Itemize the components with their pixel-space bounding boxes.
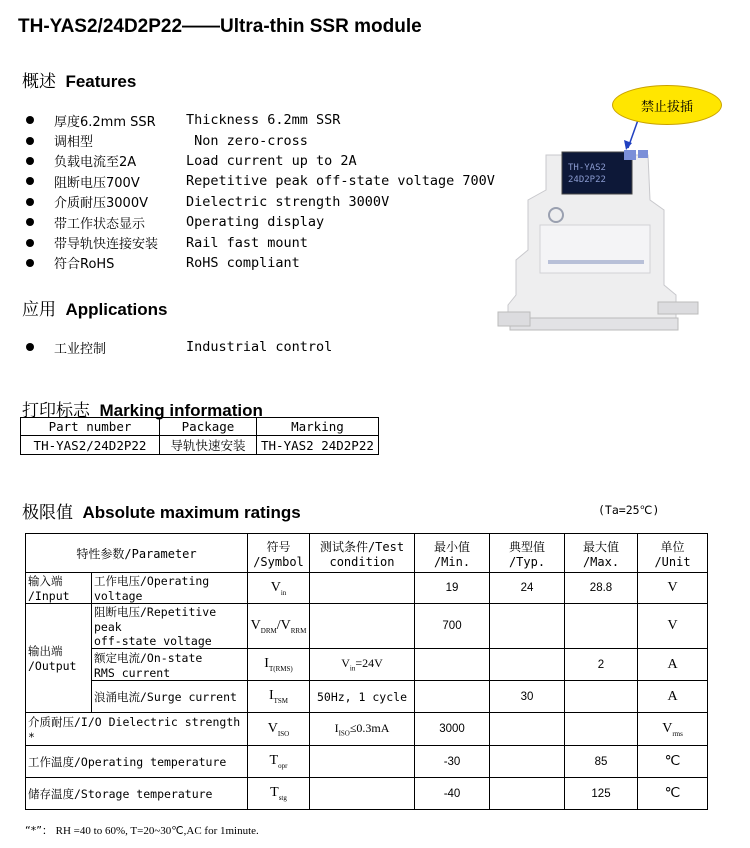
symbol: I — [264, 656, 269, 672]
min-cell: -40 — [415, 778, 490, 810]
symbol-cell — [248, 573, 310, 604]
symbol: T — [270, 785, 279, 801]
table-header-row — [21, 418, 379, 436]
callout-text: 禁止拔插 — [640, 99, 693, 115]
unit-cell: ℃ — [638, 746, 708, 778]
header-test-cn: 测试条件/Test — [319, 539, 405, 554]
feature-cn: 厚度6.2mm SSR — [54, 114, 156, 130]
feature-cn: 带导轨快连接安装 — [54, 237, 159, 253]
min-cell: -30 — [415, 746, 490, 778]
bullet-icon — [26, 218, 34, 226]
unit: V — [662, 720, 673, 736]
bullet-icon — [26, 198, 34, 206]
min-cell: 19 — [415, 573, 490, 604]
test-value: =24V — [355, 656, 383, 671]
header-unit-cn: 单位 — [660, 539, 685, 554]
ratings-heading — [22, 498, 301, 523]
symbol-cell — [248, 649, 310, 681]
header-test-en: condition — [329, 554, 395, 569]
min-cell — [415, 649, 490, 681]
table-header-row — [26, 534, 708, 573]
table-header: Package — [160, 418, 257, 436]
test-sub: ISO — [338, 729, 350, 738]
table-row — [26, 573, 708, 604]
param-cell: 浪涌电流/Surge current — [92, 681, 248, 713]
header-unit-en: /Unit — [654, 554, 691, 569]
no-hot-plug-callout — [612, 85, 722, 125]
test-value: ≤0.3mA — [349, 720, 390, 735]
header-parameter: 特性参数/Parameter — [26, 534, 248, 573]
product-label-line2: 24D2P22 — [568, 175, 606, 185]
min-cell — [415, 681, 490, 713]
ratings-condition: (Ta=25℃) — [598, 503, 660, 517]
feature-cn: 带工作状态显示 — [54, 216, 146, 232]
product-label — [568, 162, 628, 186]
test-sub: in — [349, 664, 356, 673]
symbol-sub: T(RMS) — [268, 664, 293, 673]
applications-list — [22, 337, 332, 357]
param-cell: 工作温度/Operating temperature — [26, 746, 248, 778]
header-unit — [638, 534, 708, 573]
header-typ-en: /Typ. — [508, 554, 546, 569]
symbol-sub: opr — [278, 761, 288, 770]
footnote — [25, 822, 259, 838]
feature-en: Operating display — [186, 214, 325, 231]
table-row — [26, 604, 708, 649]
param-cell: 介质耐压/I/O Dielectric strength * — [26, 713, 248, 746]
test-cell — [310, 573, 415, 604]
marking-heading-cn: 打印标志 — [22, 401, 90, 421]
param-cell: 储存温度/Storage temperature — [26, 778, 248, 810]
table-row — [26, 681, 708, 713]
max-cell: 28.8 — [565, 573, 638, 604]
param-cell — [92, 649, 248, 681]
feature-en: Repetitive peak off-state voltage 700V — [186, 173, 495, 190]
symbol-sub: ISO — [277, 729, 290, 738]
bullet-icon — [26, 137, 34, 145]
unit-cell — [638, 713, 708, 746]
table-row — [26, 746, 708, 778]
header-min-en: /Min. — [433, 554, 471, 569]
features-heading — [22, 67, 136, 92]
page-title: TH-YAS2/24D2P22——Ultra-thin SSR module — [18, 16, 422, 37]
min-cell: 3000 — [415, 713, 490, 746]
feature-en: RoHS compliant — [186, 254, 300, 271]
unit-cell: A — [638, 649, 708, 681]
group-output-en: /Output — [28, 659, 77, 673]
group-input-cn: 输入端 — [28, 574, 63, 588]
symbol: I — [268, 688, 274, 704]
table-row — [26, 778, 708, 810]
symbol-cell — [248, 604, 310, 649]
feature-en: Thickness 6.2mm SSR — [186, 112, 341, 129]
group-output-cn: 输出端 — [28, 644, 63, 658]
bullet-icon — [26, 177, 34, 185]
symbol-cell — [248, 681, 310, 713]
typ-cell — [490, 649, 565, 681]
feature-cn: 调相型 — [54, 135, 94, 151]
header-typ-cn: 典型值 — [508, 539, 545, 554]
application-en: Industrial control — [186, 339, 333, 356]
unit-cell: ℃ — [638, 778, 708, 810]
feature-en: Dielectric strength 3000V — [186, 193, 390, 210]
group-output — [26, 604, 92, 713]
feature-en: Load current up to 2A — [186, 152, 357, 169]
footnote-mark: “*”： — [25, 824, 53, 837]
typ-cell — [490, 778, 565, 810]
param-line2: RMS current — [94, 665, 171, 680]
param-cell — [92, 573, 248, 604]
header-max-en: /Max. — [582, 554, 620, 569]
typ-cell — [490, 604, 565, 649]
table-header: Marking — [257, 418, 379, 436]
list-item — [22, 110, 495, 130]
param-line1: 工作电压/Operating — [94, 574, 210, 588]
applications-heading — [22, 295, 167, 320]
bullet-icon — [26, 259, 34, 267]
unit-cell: V — [638, 604, 708, 649]
param-line2: off-state voltage — [94, 634, 212, 648]
list-item — [22, 171, 495, 191]
typ-cell: 30 — [490, 681, 565, 713]
symbol-cell — [248, 713, 310, 746]
group-input-en: /Input — [28, 589, 70, 603]
max-cell: 125 — [565, 778, 638, 810]
param-line1: 额定电流/On-state — [94, 650, 203, 665]
max-cell — [565, 604, 638, 649]
unit-cell: V — [638, 573, 708, 604]
test-cell — [310, 649, 415, 681]
test-cell — [310, 713, 415, 746]
features-heading-cn: 概述 — [22, 72, 56, 92]
table-cell: TH-YAS2 24D2P22 — [257, 436, 379, 455]
feature-en: Non zero-cross — [186, 132, 308, 149]
symbol: V — [267, 720, 278, 736]
table-row — [21, 436, 379, 455]
list-item — [22, 212, 495, 232]
list-item — [22, 151, 495, 171]
feature-cn: 阻断电压700V — [54, 175, 140, 191]
max-cell: 2 — [565, 649, 638, 681]
features-list — [22, 110, 495, 273]
param-line1: 阻断电压/Repetitive peak — [94, 605, 217, 634]
param-cell — [92, 604, 248, 649]
list-item — [22, 130, 495, 150]
typ-cell — [490, 746, 565, 778]
table-row — [26, 713, 708, 746]
table-header: Part number — [21, 418, 160, 436]
header-test — [310, 534, 415, 573]
symbol-cell — [248, 778, 310, 810]
bullet-icon — [26, 116, 34, 124]
header-symbol-cn: 符号 — [266, 539, 291, 554]
feature-cn: 负载电流至2A — [54, 155, 137, 171]
unit-cell: A — [638, 681, 708, 713]
bullet-icon — [26, 239, 34, 247]
list-item — [22, 232, 495, 252]
typ-cell: 24 — [490, 573, 565, 604]
header-max-cn: 最大值 — [582, 539, 619, 554]
header-min-cn: 最小值 — [433, 539, 470, 554]
ratings-heading-cn: 极限值 — [22, 503, 73, 523]
min-cell: 700 — [415, 604, 490, 649]
list-item — [22, 192, 495, 212]
header-typ — [490, 534, 565, 573]
header-max — [565, 534, 638, 573]
test-cell — [310, 778, 415, 810]
unit-sub: rms — [672, 729, 683, 738]
list-item — [22, 253, 495, 273]
symbol-sub: in — [280, 588, 287, 597]
application-cn: 工业控制 — [54, 341, 107, 357]
table-cell: TH-YAS2/24D2P22 — [21, 436, 160, 455]
max-cell — [565, 713, 638, 746]
bullet-icon — [26, 343, 34, 351]
table-row — [26, 649, 708, 681]
test-symbol: I — [334, 720, 339, 735]
symbol-sub-2: RRM — [290, 626, 307, 635]
symbol-sub: DRM — [260, 626, 277, 635]
ratings-heading-en: Absolute maximum ratings — [82, 503, 301, 522]
symbol: T — [269, 753, 279, 769]
test-cell: 50Hz, 1 cycle — [310, 681, 415, 713]
symbol-cell — [248, 746, 310, 778]
marking-table — [20, 417, 379, 455]
list-item — [22, 337, 332, 357]
max-cell — [565, 681, 638, 713]
footnote-text: RH =40 to 60%, T=20~30℃,AC for 1minute. — [55, 825, 259, 837]
feature-cn: 符合RoHS — [54, 257, 115, 273]
feature-en: Rail fast mount — [186, 234, 308, 251]
typ-cell — [490, 713, 565, 746]
header-min — [415, 534, 490, 573]
ratings-table — [25, 533, 708, 810]
applications-heading-cn: 应用 — [22, 300, 56, 320]
symbol-sub: TSM — [273, 696, 289, 705]
header-symbol — [248, 534, 310, 573]
symbol: V — [270, 579, 281, 595]
test-cell — [310, 746, 415, 778]
applications-heading-en: Applications — [65, 300, 168, 319]
test-symbol: V — [341, 656, 350, 671]
group-input — [26, 573, 92, 604]
test-cell — [310, 604, 415, 649]
symbol: V — [250, 617, 261, 633]
param-line2: voltage — [94, 589, 143, 603]
marking-heading-en: Marking information — [99, 401, 263, 420]
symbol-2: /V — [276, 617, 291, 633]
header-symbol-en: /Symbol — [253, 554, 304, 569]
max-cell: 85 — [565, 746, 638, 778]
feature-cn: 介质耐压3000V — [54, 196, 148, 212]
features-heading-en: Features — [65, 72, 137, 91]
product-label-line1: TH-YAS2 — [568, 163, 606, 173]
symbol-sub: stg — [278, 793, 287, 802]
bullet-icon — [26, 157, 34, 165]
table-cell: 导轨快速安装 — [160, 436, 257, 455]
